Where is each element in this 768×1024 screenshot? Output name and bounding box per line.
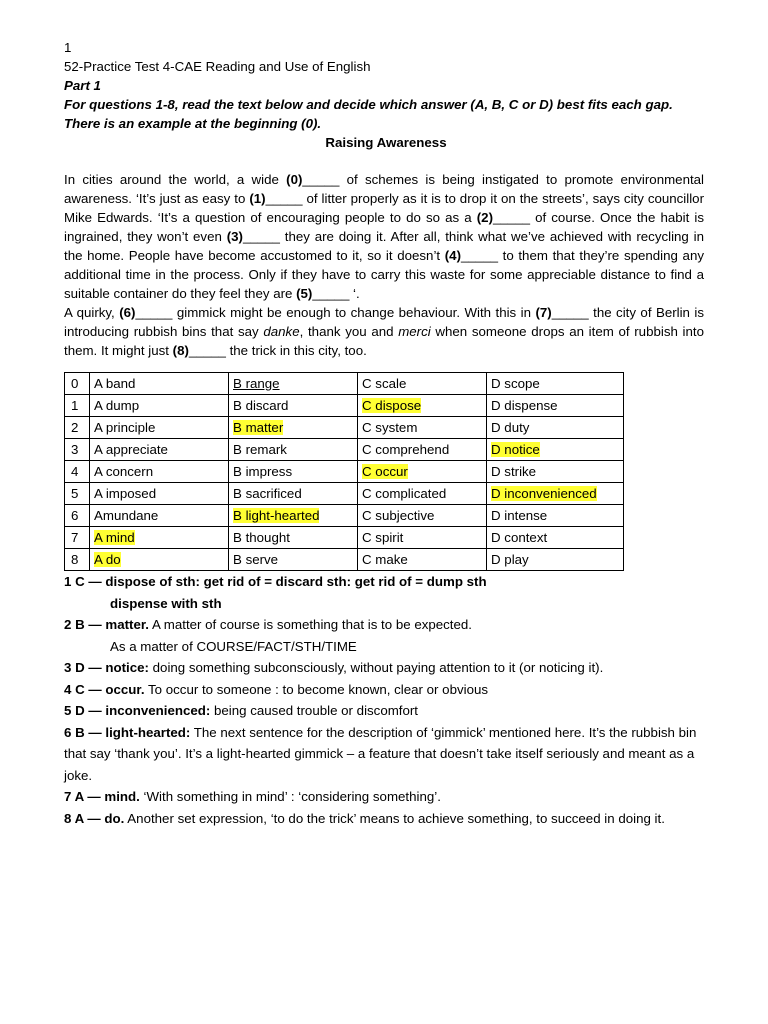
option-c-correct: C occur bbox=[362, 463, 408, 479]
answer-8: 8 A — do. Another set expression, ‘to do the trick’ means to achieve something, to succeed in doing it. bbox=[64, 810, 665, 826]
instruction-line-2: There is an example at the beginning (0). bbox=[64, 116, 322, 131]
option-c: C make bbox=[362, 551, 408, 567]
passage-title: Raising Awareness bbox=[325, 135, 447, 150]
answer-4: 4 C — occur. To occur to someone : to become known, clear or obvious bbox=[64, 681, 489, 697]
answer-3: 3 D — notice: doing something subconsciously, without paying attention to it (or noticing it). bbox=[64, 660, 604, 675]
row-number: 2 bbox=[65, 417, 90, 439]
passage-text bbox=[64, 170, 704, 360]
option-b: B range bbox=[233, 375, 280, 391]
gap-5: (5) bbox=[296, 286, 313, 301]
part-heading: Part 1 bbox=[64, 78, 101, 93]
option-b: B serve bbox=[233, 551, 279, 567]
answer-key bbox=[64, 571, 704, 829]
options-row-8 bbox=[65, 549, 624, 571]
option-a: Amundane bbox=[94, 507, 159, 523]
gap-8: (8) bbox=[172, 343, 189, 358]
answer-2: 2 B — matter. A matter of course is something that is to be expected. bbox=[64, 617, 472, 632]
option-b: B remark bbox=[233, 441, 287, 457]
option-c: C complicated bbox=[362, 485, 447, 501]
option-a-correct: A mind bbox=[94, 529, 135, 545]
gap-6: (6) bbox=[119, 305, 136, 320]
option-d: D dispense bbox=[491, 397, 558, 413]
answer-2-continued: As a matter of COURSE/FACT/STH/TIME bbox=[110, 638, 357, 654]
gap-2: (2) bbox=[476, 210, 494, 225]
option-d: D duty bbox=[491, 419, 530, 435]
row-number: 5 bbox=[65, 483, 90, 505]
option-b: B thought bbox=[233, 529, 290, 545]
answer-5: 5 D — inconvenienced: being caused trouble or discomfort bbox=[64, 703, 419, 718]
option-c: C spirit bbox=[362, 529, 404, 545]
answer-6: 6 B — light-hearted: The next sentence for the description of ‘gimmick’ mentioned here. It’s the rubbish bin that say ‘thank you’. It’s a light-hearted gimmick – a feature that doesn’t take itself seriously and meant as a joke. bbox=[64, 724, 697, 783]
option-a: A band bbox=[94, 375, 136, 391]
options-row-1 bbox=[65, 395, 624, 417]
option-d-correct: D notice bbox=[491, 441, 540, 457]
instruction-line-1: For questions 1-8, read the text below and decide which answer (A, B, C or D) best fits each gap. bbox=[64, 97, 673, 112]
row-number: 1 bbox=[65, 395, 90, 417]
option-d: D strike bbox=[491, 463, 537, 479]
gap-0: (0) bbox=[286, 172, 303, 187]
row-number: 7 bbox=[65, 527, 90, 549]
option-b-correct: B light-hearted bbox=[233, 507, 320, 523]
option-a: A imposed bbox=[94, 485, 157, 501]
passage-paragraph-2: A quirky, (6)_____ gimmick might be enough to change behaviour. With this in (7)_____ the city of Berlin is introducing rubbish bins that say danke, thank you and merci when someone drops an item of rubbish into them. It might just (8)_____ the trick in this city, too. bbox=[64, 305, 704, 358]
row-number: 4 bbox=[65, 461, 90, 483]
answer-1: 1 C — dispose of sth: get rid of = discard sth: get rid of = dump sth bbox=[64, 574, 487, 589]
gap-7: (7) bbox=[535, 305, 552, 320]
option-b: B sacrificed bbox=[233, 485, 302, 501]
option-b: B impress bbox=[233, 463, 293, 479]
option-a: A appreciate bbox=[94, 441, 168, 457]
gap-4: (4) bbox=[444, 248, 462, 263]
options-row-7 bbox=[65, 527, 624, 549]
row-number: 8 bbox=[65, 549, 90, 571]
gap-3: (3) bbox=[226, 229, 243, 244]
row-number: 3 bbox=[65, 439, 90, 461]
answer-1-continued: dispense with sth bbox=[110, 595, 222, 611]
option-a: A dump bbox=[94, 397, 140, 413]
options-row-3 bbox=[65, 439, 624, 461]
option-c: C comprehend bbox=[362, 441, 450, 457]
option-d: D scope bbox=[491, 375, 540, 391]
document-page bbox=[64, 38, 704, 829]
options-row-2 bbox=[65, 417, 624, 439]
option-c: C scale bbox=[362, 375, 407, 391]
options-row-5 bbox=[65, 483, 624, 505]
page-number: 1 bbox=[64, 40, 72, 55]
option-b-correct: B matter bbox=[233, 419, 284, 435]
row-number: 6 bbox=[65, 505, 90, 527]
document-title: 52-Practice Test 4-CAE Reading and Use of English bbox=[64, 59, 371, 74]
option-d-correct: D inconvenienced bbox=[491, 485, 597, 501]
option-d: D context bbox=[491, 529, 548, 545]
option-a-correct: A do bbox=[94, 551, 121, 567]
option-d: D intense bbox=[491, 507, 548, 523]
options-row-0 bbox=[65, 373, 624, 395]
option-c-correct: C dispose bbox=[362, 397, 422, 413]
passage-paragraph-1: In cities around the world, a wide (0)_____ of schemes is being instigated to promote environmental awareness. ‘It’s just as easy to (1)_____ of litter properly as it is to drop it on the streets’, says city councillor Mike Edwards. ‘It’s a question of encouraging people to do so as a (2)_____ of course. Once the habit is ingrained, they won’t even (3)_____ they are doing it. After all, think what we’ve achieved with recycling in the home. People have become accustomed to it, so it doesn’t (4)_____ to them that they’re spending any additional time in the process. Only if they have to carry this waste for some appreciable distance to find a suitable container do they feel they are (5)_____ ‘. bbox=[64, 172, 705, 301]
option-a: A concern bbox=[94, 463, 154, 479]
option-d: D play bbox=[491, 551, 529, 567]
option-c: C system bbox=[362, 419, 418, 435]
options-row-6 bbox=[65, 505, 624, 527]
answer-7: 7 A — mind. ‘With something in mind’ : ‘considering something’. bbox=[64, 789, 441, 804]
option-c: C subjective bbox=[362, 507, 435, 523]
option-b: B discard bbox=[233, 397, 289, 413]
option-a: A principle bbox=[94, 419, 156, 435]
options-table bbox=[64, 372, 624, 571]
options-row-4 bbox=[65, 461, 624, 483]
row-number: 0 bbox=[65, 373, 90, 395]
gap-1: (1) bbox=[249, 191, 266, 206]
